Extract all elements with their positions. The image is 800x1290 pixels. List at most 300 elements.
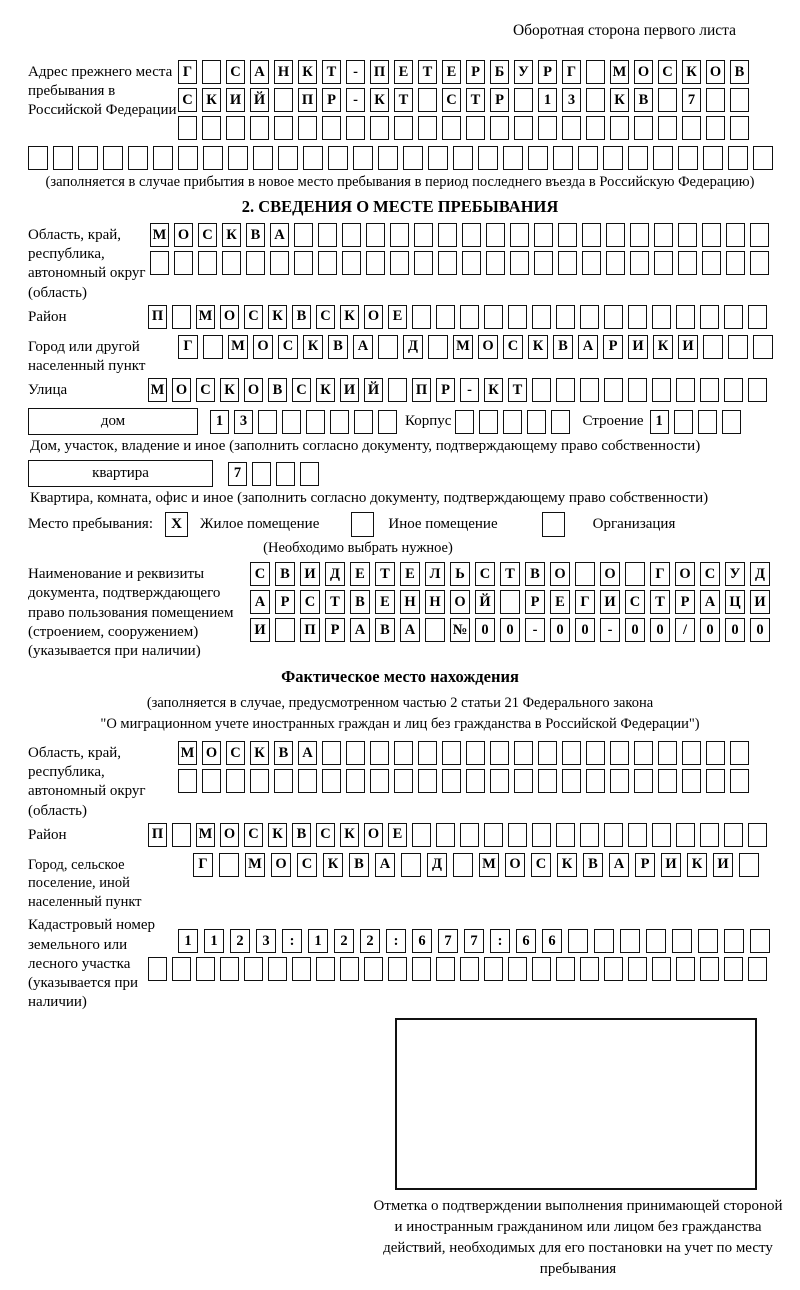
char-cell[interactable]: Г [575, 590, 595, 614]
char-cell[interactable] [318, 251, 337, 275]
char-cell[interactable] [178, 146, 198, 170]
char-cell[interactable] [724, 929, 744, 953]
char-cell[interactable] [418, 88, 437, 112]
char-cell[interactable] [748, 957, 767, 981]
char-cell[interactable]: : [282, 929, 302, 953]
char-cell[interactable] [556, 305, 575, 329]
char-cell[interactable] [532, 823, 551, 847]
char-cell[interactable]: О [364, 823, 383, 847]
char-cell[interactable]: О [174, 223, 193, 247]
char-cell[interactable] [346, 116, 365, 140]
char-cell[interactable]: К [557, 853, 577, 877]
char-cell[interactable] [700, 305, 719, 329]
char-cell[interactable] [303, 146, 323, 170]
char-cell[interactable]: Г [650, 562, 670, 586]
char-cell[interactable] [198, 251, 217, 275]
char-cell[interactable] [702, 251, 721, 275]
char-cell[interactable] [510, 223, 529, 247]
char-cell[interactable]: С [503, 335, 523, 359]
char-cell[interactable]: А [250, 60, 269, 84]
char-cell[interactable] [702, 223, 721, 247]
char-cell[interactable]: С [316, 305, 335, 329]
char-cell[interactable]: Г [193, 853, 213, 877]
char-cell[interactable] [586, 769, 605, 793]
char-cell[interactable]: А [250, 590, 270, 614]
char-cell[interactable]: В [350, 590, 370, 614]
char-cell[interactable]: О [244, 378, 263, 402]
char-cell[interactable] [634, 116, 653, 140]
char-cell[interactable]: М [148, 378, 167, 402]
char-cell[interactable]: 7 [464, 929, 484, 953]
char-cell[interactable] [700, 378, 719, 402]
char-cell[interactable]: М [453, 335, 473, 359]
char-cell[interactable]: С [625, 590, 645, 614]
char-cell[interactable] [228, 146, 248, 170]
char-cell[interactable]: Е [550, 590, 570, 614]
char-cell[interactable] [342, 251, 361, 275]
char-cell[interactable] [698, 929, 718, 953]
char-cell[interactable]: Р [603, 335, 623, 359]
char-cell[interactable]: 1 [178, 929, 198, 953]
char-cell[interactable] [724, 823, 743, 847]
char-cell[interactable] [500, 590, 520, 614]
char-cell[interactable] [628, 305, 647, 329]
char-cell[interactable] [412, 305, 431, 329]
char-cell[interactable]: 0 [575, 618, 595, 642]
char-cell[interactable]: И [713, 853, 733, 877]
char-cell[interactable] [753, 335, 773, 359]
char-cell[interactable] [726, 251, 745, 275]
char-cell[interactable] [282, 410, 301, 434]
char-cell[interactable] [294, 223, 313, 247]
char-cell[interactable] [728, 146, 748, 170]
char-cell[interactable]: С [316, 823, 335, 847]
char-cell[interactable] [606, 251, 625, 275]
char-cell[interactable]: Й [364, 378, 383, 402]
char-cell[interactable]: В [525, 562, 545, 586]
char-cell[interactable]: М [479, 853, 499, 877]
char-cell[interactable]: 3 [562, 88, 581, 112]
char-cell[interactable] [586, 741, 605, 765]
char-cell[interactable] [610, 116, 629, 140]
char-cell[interactable]: Р [436, 378, 455, 402]
char-cell[interactable]: О [675, 562, 695, 586]
char-cell[interactable]: 1 [204, 929, 224, 953]
char-cell[interactable]: 0 [550, 618, 570, 642]
char-cell[interactable] [203, 335, 223, 359]
char-cell[interactable]: М [150, 223, 169, 247]
char-cell[interactable] [514, 116, 533, 140]
char-cell[interactable] [652, 305, 671, 329]
char-cell[interactable] [388, 378, 407, 402]
char-cell[interactable] [174, 251, 193, 275]
char-cell[interactable] [532, 305, 551, 329]
char-cell[interactable]: К [250, 741, 269, 765]
char-cell[interactable] [628, 378, 647, 402]
char-cell[interactable] [346, 769, 365, 793]
char-cell[interactable]: В [275, 562, 295, 586]
char-cell[interactable] [724, 305, 743, 329]
char-cell[interactable]: Г [178, 60, 197, 84]
char-cell[interactable] [706, 88, 725, 112]
char-cell[interactable]: - [346, 60, 365, 84]
char-cell[interactable] [503, 410, 522, 434]
char-cell[interactable] [604, 305, 623, 329]
char-cell[interactable]: А [400, 618, 420, 642]
char-cell[interactable] [528, 146, 548, 170]
char-cell[interactable] [604, 378, 623, 402]
char-cell[interactable]: Е [442, 60, 461, 84]
char-cell[interactable]: М [196, 305, 215, 329]
char-cell[interactable] [534, 251, 553, 275]
char-cell[interactable] [703, 335, 723, 359]
char-cell[interactable] [562, 769, 581, 793]
char-cell[interactable]: В [730, 60, 749, 84]
char-cell[interactable]: В [349, 853, 369, 877]
char-cell[interactable]: Т [466, 88, 485, 112]
char-cell[interactable]: Й [475, 590, 495, 614]
char-cell[interactable]: К [653, 335, 673, 359]
char-cell[interactable]: И [678, 335, 698, 359]
char-cell[interactable] [658, 769, 677, 793]
char-cell[interactable] [676, 378, 695, 402]
char-cell[interactable] [466, 741, 485, 765]
char-cell[interactable] [630, 223, 649, 247]
char-cell[interactable] [53, 146, 73, 170]
char-cell[interactable]: К [687, 853, 707, 877]
char-cell[interactable]: С [244, 823, 263, 847]
char-cell[interactable] [514, 769, 533, 793]
char-cell[interactable]: О [505, 853, 525, 877]
char-cell[interactable] [330, 410, 349, 434]
char-cell[interactable] [246, 251, 265, 275]
char-cell[interactable] [414, 223, 433, 247]
char-cell[interactable]: С [196, 378, 215, 402]
char-cell[interactable]: П [300, 618, 320, 642]
char-cell[interactable] [340, 957, 359, 981]
char-cell[interactable] [394, 116, 413, 140]
char-cell[interactable]: К [303, 335, 323, 359]
char-cell[interactable] [706, 741, 725, 765]
char-cell[interactable]: К [340, 823, 359, 847]
char-cell[interactable] [226, 116, 245, 140]
char-cell[interactable]: Р [635, 853, 655, 877]
char-cell[interactable] [630, 251, 649, 275]
char-cell[interactable]: В [268, 378, 287, 402]
char-cell[interactable]: Р [675, 590, 695, 614]
char-cell[interactable] [654, 251, 673, 275]
char-cell[interactable]: Е [388, 823, 407, 847]
char-cell[interactable] [153, 146, 173, 170]
char-cell[interactable] [484, 305, 503, 329]
char-cell[interactable] [658, 741, 677, 765]
char-cell[interactable] [322, 741, 341, 765]
char-cell[interactable]: А [375, 853, 395, 877]
char-cell[interactable]: О [600, 562, 620, 586]
stay-type-checkbox-organization[interactable] [542, 512, 565, 537]
char-cell[interactable]: П [148, 823, 167, 847]
char-cell[interactable] [442, 116, 461, 140]
char-cell[interactable]: С [700, 562, 720, 586]
char-cell[interactable] [628, 823, 647, 847]
char-cell[interactable]: С [300, 590, 320, 614]
char-cell[interactable]: 0 [475, 618, 495, 642]
char-cell[interactable] [378, 146, 398, 170]
char-cell[interactable]: 3 [256, 929, 276, 953]
char-cell[interactable] [388, 957, 407, 981]
char-cell[interactable]: : [490, 929, 510, 953]
char-cell[interactable] [654, 223, 673, 247]
char-cell[interactable]: 1 [210, 410, 229, 434]
char-cell[interactable]: В [634, 88, 653, 112]
char-cell[interactable] [414, 251, 433, 275]
char-cell[interactable] [490, 769, 509, 793]
char-cell[interactable] [538, 116, 557, 140]
char-cell[interactable] [580, 378, 599, 402]
char-cell[interactable] [508, 305, 527, 329]
char-cell[interactable]: - [600, 618, 620, 642]
char-cell[interactable] [562, 116, 581, 140]
char-cell[interactable] [706, 769, 725, 793]
char-cell[interactable] [428, 146, 448, 170]
char-cell[interactable] [418, 741, 437, 765]
char-cell[interactable] [532, 957, 551, 981]
char-cell[interactable] [354, 410, 373, 434]
char-cell[interactable]: С [278, 335, 298, 359]
char-cell[interactable] [370, 116, 389, 140]
char-cell[interactable] [370, 741, 389, 765]
char-cell[interactable]: А [609, 853, 629, 877]
char-cell[interactable]: И [661, 853, 681, 877]
char-cell[interactable] [556, 957, 575, 981]
char-cell[interactable] [460, 305, 479, 329]
char-cell[interactable]: 1 [650, 410, 669, 434]
char-cell[interactable]: К [610, 88, 629, 112]
char-cell[interactable]: И [750, 590, 770, 614]
char-cell[interactable] [353, 146, 373, 170]
char-cell[interactable]: 1 [538, 88, 557, 112]
char-cell[interactable]: В [246, 223, 265, 247]
char-cell[interactable] [646, 929, 666, 953]
char-cell[interactable]: О [220, 823, 239, 847]
char-cell[interactable] [294, 251, 313, 275]
char-cell[interactable]: О [220, 305, 239, 329]
char-cell[interactable] [244, 957, 263, 981]
char-cell[interactable] [274, 88, 293, 112]
char-cell[interactable] [558, 251, 577, 275]
char-cell[interactable]: Д [403, 335, 423, 359]
char-cell[interactable]: У [514, 60, 533, 84]
char-cell[interactable] [606, 223, 625, 247]
char-cell[interactable] [253, 146, 273, 170]
char-cell[interactable]: П [370, 60, 389, 84]
char-cell[interactable] [484, 823, 503, 847]
char-cell[interactable]: А [350, 618, 370, 642]
char-cell[interactable] [172, 957, 191, 981]
char-cell[interactable]: - [346, 88, 365, 112]
char-cell[interactable]: : [386, 929, 406, 953]
char-cell[interactable]: Р [325, 618, 345, 642]
char-cell[interactable] [532, 378, 551, 402]
char-cell[interactable] [442, 741, 461, 765]
char-cell[interactable] [150, 251, 169, 275]
char-cell[interactable] [508, 957, 527, 981]
char-cell[interactable]: А [353, 335, 373, 359]
char-cell[interactable]: 0 [650, 618, 670, 642]
char-cell[interactable] [250, 116, 269, 140]
char-cell[interactable] [453, 853, 473, 877]
char-cell[interactable]: 7 [682, 88, 701, 112]
char-cell[interactable]: О [172, 378, 191, 402]
char-cell[interactable]: И [226, 88, 245, 112]
char-cell[interactable]: А [298, 741, 317, 765]
char-cell[interactable]: Н [400, 590, 420, 614]
char-cell[interactable]: П [412, 378, 431, 402]
char-cell[interactable] [594, 929, 614, 953]
char-cell[interactable] [722, 410, 741, 434]
char-cell[interactable]: 7 [228, 462, 247, 486]
char-cell[interactable] [562, 741, 581, 765]
char-cell[interactable]: В [375, 618, 395, 642]
char-cell[interactable] [220, 957, 239, 981]
char-cell[interactable] [78, 146, 98, 170]
char-cell[interactable]: К [484, 378, 503, 402]
char-cell[interactable] [453, 146, 473, 170]
char-cell[interactable]: Г [178, 335, 198, 359]
char-cell[interactable] [510, 251, 529, 275]
char-cell[interactable]: Т [322, 60, 341, 84]
char-cell[interactable] [428, 335, 448, 359]
char-cell[interactable] [553, 146, 573, 170]
char-cell[interactable] [418, 116, 437, 140]
char-cell[interactable] [682, 741, 701, 765]
char-cell[interactable] [730, 88, 749, 112]
char-cell[interactable]: 3 [234, 410, 253, 434]
char-cell[interactable] [748, 823, 767, 847]
char-cell[interactable] [676, 305, 695, 329]
char-cell[interactable]: П [148, 305, 167, 329]
char-cell[interactable]: Р [490, 88, 509, 112]
char-cell[interactable]: 0 [500, 618, 520, 642]
char-cell[interactable] [610, 741, 629, 765]
char-cell[interactable] [586, 88, 605, 112]
char-cell[interactable] [730, 116, 749, 140]
char-cell[interactable]: Н [425, 590, 445, 614]
char-cell[interactable]: К [202, 88, 221, 112]
char-cell[interactable] [556, 823, 575, 847]
char-cell[interactable] [726, 223, 745, 247]
char-cell[interactable]: С [250, 562, 270, 586]
char-cell[interactable]: 2 [230, 929, 250, 953]
char-cell[interactable]: С [475, 562, 495, 586]
char-cell[interactable] [730, 769, 749, 793]
char-cell[interactable] [748, 305, 767, 329]
char-cell[interactable]: 0 [700, 618, 720, 642]
char-cell[interactable]: С [297, 853, 317, 877]
char-cell[interactable] [300, 462, 319, 486]
char-cell[interactable]: В [583, 853, 603, 877]
char-cell[interactable] [534, 223, 553, 247]
char-cell[interactable] [172, 823, 191, 847]
char-cell[interactable] [103, 146, 123, 170]
char-cell[interactable] [586, 116, 605, 140]
char-cell[interactable] [586, 60, 605, 84]
char-cell[interactable]: Д [750, 562, 770, 586]
char-cell[interactable] [203, 146, 223, 170]
char-cell[interactable] [724, 378, 743, 402]
char-cell[interactable]: И [250, 618, 270, 642]
char-cell[interactable] [128, 146, 148, 170]
char-cell[interactable] [620, 929, 640, 953]
char-cell[interactable] [178, 116, 197, 140]
char-cell[interactable]: К [268, 823, 287, 847]
char-cell[interactable]: С [226, 60, 245, 84]
char-cell[interactable] [703, 146, 723, 170]
char-cell[interactable] [390, 223, 409, 247]
char-cell[interactable] [274, 769, 293, 793]
char-cell[interactable] [172, 305, 191, 329]
char-cell[interactable] [678, 251, 697, 275]
char-cell[interactable]: К [220, 378, 239, 402]
char-cell[interactable] [460, 823, 479, 847]
char-cell[interactable] [556, 378, 575, 402]
char-cell[interactable]: 1 [308, 929, 328, 953]
char-cell[interactable] [674, 410, 693, 434]
char-cell[interactable] [514, 741, 533, 765]
char-cell[interactable]: Д [427, 853, 447, 877]
char-cell[interactable]: 0 [750, 618, 770, 642]
char-cell[interactable]: 2 [334, 929, 354, 953]
char-cell[interactable] [653, 146, 673, 170]
char-cell[interactable] [580, 305, 599, 329]
char-cell[interactable]: О [364, 305, 383, 329]
stay-type-checkbox-residential[interactable]: X [165, 512, 188, 537]
char-cell[interactable] [412, 957, 431, 981]
char-cell[interactable] [490, 741, 509, 765]
char-cell[interactable] [676, 823, 695, 847]
char-cell[interactable] [394, 769, 413, 793]
char-cell[interactable] [486, 251, 505, 275]
char-cell[interactable]: К [528, 335, 548, 359]
char-cell[interactable] [412, 823, 431, 847]
char-cell[interactable]: № [450, 618, 470, 642]
char-cell[interactable] [678, 223, 697, 247]
char-cell[interactable] [558, 223, 577, 247]
char-cell[interactable]: В [553, 335, 573, 359]
char-cell[interactable]: Й [250, 88, 269, 112]
char-cell[interactable]: Р [322, 88, 341, 112]
char-cell[interactable] [503, 146, 523, 170]
char-cell[interactable]: В [328, 335, 348, 359]
char-cell[interactable] [484, 957, 503, 981]
char-cell[interactable] [270, 251, 289, 275]
char-cell[interactable] [438, 251, 457, 275]
char-cell[interactable] [148, 957, 167, 981]
char-cell[interactable] [278, 146, 298, 170]
char-cell[interactable]: Г [562, 60, 581, 84]
char-cell[interactable] [700, 957, 719, 981]
char-cell[interactable]: М [196, 823, 215, 847]
char-cell[interactable] [202, 769, 221, 793]
char-cell[interactable]: Т [394, 88, 413, 112]
char-cell[interactable]: Т [325, 590, 345, 614]
char-cell[interactable] [728, 335, 748, 359]
char-cell[interactable]: В [292, 305, 311, 329]
char-cell[interactable]: С [531, 853, 551, 877]
char-cell[interactable]: Т [500, 562, 520, 586]
char-cell[interactable] [401, 853, 421, 877]
char-cell[interactable] [425, 618, 445, 642]
